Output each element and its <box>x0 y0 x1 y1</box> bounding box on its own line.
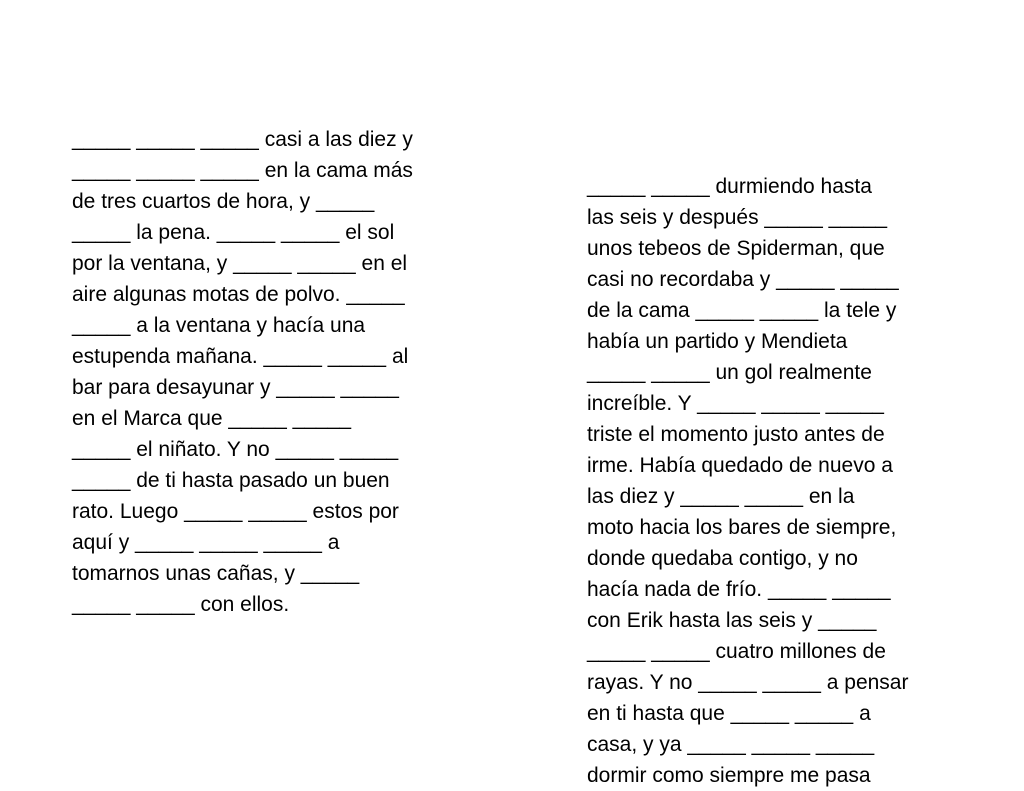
text-line: rato. Luego _____ _____ estos por <box>72 500 399 523</box>
text-line: _____ _____ _____ casi a las diez y <box>72 128 413 151</box>
text-line: dormir como siempre me pasa <box>587 764 871 787</box>
text-line: _____ a la ventana y hacía una <box>72 314 366 337</box>
text-line: irme. Había quedado de nuevo a <box>587 454 893 477</box>
text-line: _____ _____ con ellos. <box>72 593 290 616</box>
text-line: moto hacia los bares de siempre, <box>587 516 897 539</box>
text-line: de tres cuartos de hora, y _____ <box>72 190 375 213</box>
text-line: triste el momento justo antes de <box>587 423 885 446</box>
text-line: tomarnos unas cañas, y _____ <box>72 562 360 585</box>
text-line: en ti hasta que _____ _____ a <box>587 702 871 725</box>
text-line: donde quedaba contigo, y no <box>587 547 858 570</box>
text-line: _____ _____ _____ en la cama más <box>72 159 413 182</box>
text-line: _____ la pena. _____ _____ el sol <box>72 221 395 244</box>
text-line: de la cama _____ _____ la tele y <box>587 299 897 322</box>
text-line: rayas. Y no _____ _____ a pensar <box>587 671 909 694</box>
text-line: aquí y _____ _____ _____ a <box>72 531 340 554</box>
text-line: unos tebeos de Spiderman, que <box>587 237 885 260</box>
text-line: _____ el niñato. Y no _____ _____ <box>72 438 399 461</box>
text-line: increíble. Y _____ _____ _____ <box>587 392 884 415</box>
text-line: casi no recordaba y _____ _____ <box>587 268 899 291</box>
text-line: estupenda mañana. _____ _____ al <box>72 345 409 368</box>
text-line: _____ _____ un gol realmente <box>587 361 872 384</box>
text-line: aire algunas motas de polvo. _____ <box>72 283 405 306</box>
text-line: las diez y _____ _____ en la <box>587 485 855 508</box>
text-line: las seis y después _____ _____ <box>587 206 888 229</box>
text-line: hacía nada de frío. _____ _____ <box>587 578 891 601</box>
text-line: con Erik hasta las seis y _____ <box>587 609 877 632</box>
text-line: _____ de ti hasta pasado un buen <box>72 469 390 492</box>
text-line: había un partido y Mendieta <box>587 330 848 353</box>
text-line: por la ventana, y _____ _____ en el <box>72 252 408 275</box>
text-line: _____ _____ durmiendo hasta <box>587 175 872 198</box>
text-line: casa, y ya _____ _____ _____ <box>587 733 875 756</box>
right-paragraph <box>587 171 947 791</box>
left-paragraph <box>72 124 452 620</box>
text-line: en el Marca que _____ _____ <box>72 407 352 430</box>
text-line: bar para desayunar y _____ _____ <box>72 376 399 399</box>
text-line: _____ _____ cuatro millones de <box>587 640 886 663</box>
